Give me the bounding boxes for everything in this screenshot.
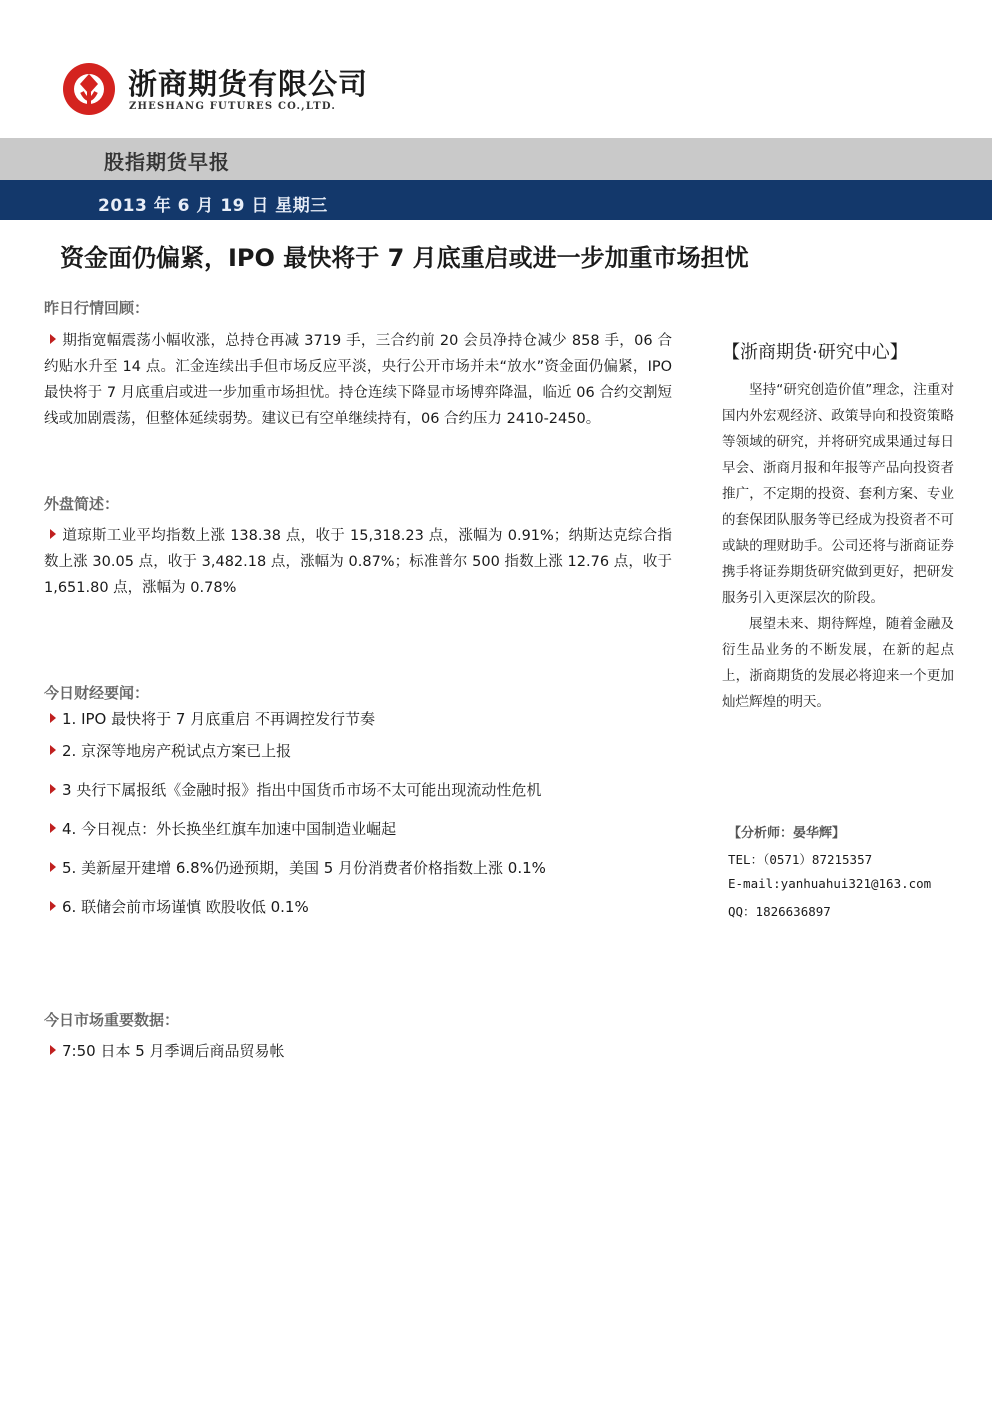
overseas-text: 道琼斯工业平均指数上涨 138.38 点，收于 15,318.23 点，涨幅为 0.91%；纳斯达克综合指数上涨 30.05 点，收于 3,482.18 点，涨幅为 0.87%；标准普尔 500 指数上涨 12.76 点，收于 1,651.80 点，涨幅为 0.78% (44, 528, 672, 596)
section-title-news: 今日财经要闻： (44, 684, 150, 702)
date-band (0, 180, 992, 220)
list-item: 4. 今日视点：外长换坐红旗车加速中国制造业崛起 (44, 818, 396, 839)
contact-tel: TEL：（0571）87215357 (728, 852, 873, 867)
bullet-triangle-icon (50, 713, 56, 723)
contact-email: E-mail:yanhuahui321@163.com (728, 876, 932, 891)
sidebar-body (722, 377, 954, 715)
bullet-triangle-icon (50, 823, 56, 833)
bullet-triangle-icon (50, 529, 56, 539)
company-logo-icon (62, 62, 116, 116)
list-item: 5. 美新屋开建增 6.8%仍逊预期，美国 5 月份消费者价格指数上涨 0.1% (44, 857, 546, 878)
section-title-review: 昨日行情回顾： (44, 299, 150, 317)
bullet-triangle-icon (50, 862, 56, 872)
bullet-triangle-icon (50, 901, 56, 911)
review-text: 期指宽幅震荡小幅收涨，总持仓再减 3719 手，三合约前 20 会员净持仓减少 858 手，06 合约贴水升至 14 点。汇金连续出手但市场反应平淡，央行公开市场并未“放水”资金面仍偏紧，IPO 最快将于 7 月底重启或进一步加重市场担忧。持仓连续下降显市场博弈降温，临近 06 合约交割短线或加剧震荡，但整体延续弱势。建议已有空单继续持有，06 合约压力 2410-2450。 (44, 333, 672, 427)
bullet-triangle-icon (50, 784, 56, 794)
section-title-data: 今日市场重要数据： (44, 1011, 180, 1029)
headline: 资金面仍偏紧，IPO 最快将于 7 月底重启或进一步加重市场担忧 (60, 244, 749, 272)
report-type: 股指期货早报 (104, 150, 230, 174)
contact-qq: QQ：1826636897 (728, 904, 831, 919)
list-item: 7:50 日本 5 月季调后商品贸易帐 (44, 1040, 285, 1061)
company-name-cn: 浙商期货有限公司 (128, 67, 369, 101)
report-type-band (0, 138, 992, 180)
analyst-name: 【分析师：晏华辉】 (728, 826, 846, 841)
sidebar-title: 【浙商期货·研究中心】 (722, 342, 908, 363)
list-item: 2. 京深等地房产税试点方案已上报 (44, 740, 291, 761)
sidebar-paragraph: 坚持“研究创造价值”理念，注重对国内外宏观经济、政策导向和投资策略等领域的研究，并将研究成果通过每日早会、浙商月报和年报等产品向投资者推广，不定期的投资、套利方案、专业的套保团队服务等已经成为投资者不可或缺的理财助手。公司还将与浙商证券携手将证券期货研究做到更好，把研发服务引入更深层次的阶段。 (722, 382, 954, 606)
section-title-overseas: 外盘简述： (44, 495, 120, 513)
list-item: 3 央行下属报纸《金融时报》指出中国货币市场不太可能出现流动性危机 (44, 779, 541, 800)
bullet-triangle-icon (50, 1045, 56, 1055)
report-date: 2013 年 6 月 19 日 星期三 (98, 196, 328, 216)
overseas-paragraph (44, 523, 672, 601)
sidebar-paragraph: 展望未来、期待辉煌，随着金融及衍生品业务的不断发展，在新的起点上，浙商期货的发展必将迎来一个更加灿烂辉煌的明天。 (722, 616, 954, 710)
bullet-triangle-icon (50, 745, 56, 755)
bullet-triangle-icon (50, 334, 56, 344)
list-item: 1. IPO 最快将于 7 月底重启 不再调控发行节奏 (44, 708, 375, 729)
review-paragraph (44, 328, 672, 432)
list-item: 6. 联储会前市场谨慎 欧股收低 0.1% (44, 896, 309, 917)
company-name-en: ZHESHANG FUTURES CO.,LTD. (129, 101, 337, 112)
